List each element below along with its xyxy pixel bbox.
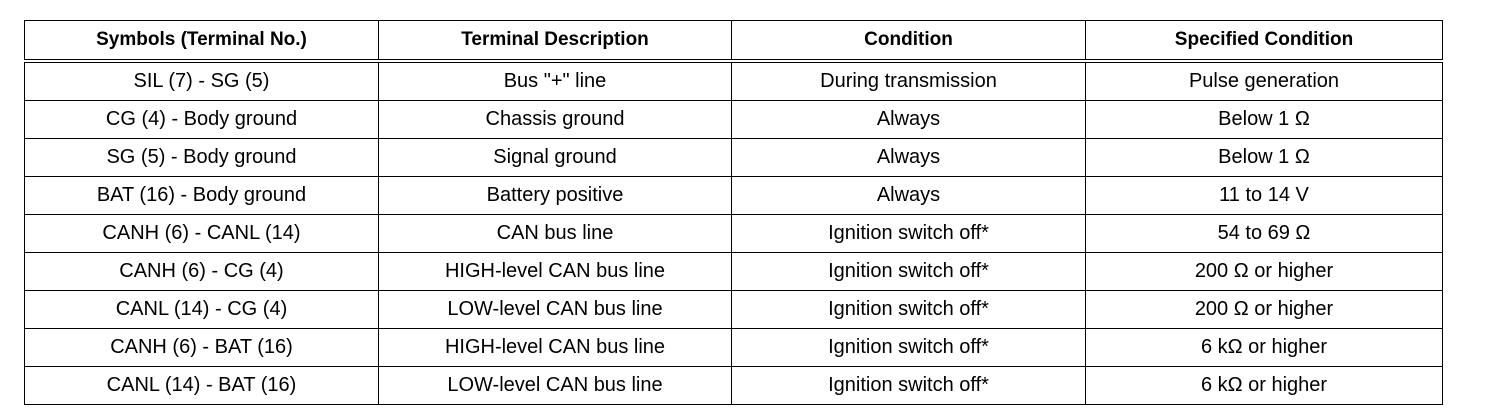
table-row (25, 139, 1443, 177)
cell-condition: Always (732, 139, 1086, 177)
cell-condition: Ignition switch off* (732, 291, 1086, 329)
cell-specified-condition: 6 kΩ or higher (1086, 367, 1443, 405)
cell-symbols: SIL (7) - SG (5) (25, 61, 379, 101)
table-row (25, 253, 1443, 291)
cell-terminal-description: HIGH-level CAN bus line (379, 253, 732, 291)
cell-symbols: CANH (6) - CANL (14) (25, 215, 379, 253)
cell-terminal-description: Signal ground (379, 139, 732, 177)
cell-symbols: CANH (6) - BAT (16) (25, 329, 379, 367)
table-row (25, 291, 1443, 329)
cell-condition: Always (732, 101, 1086, 139)
header-specified-condition: Specified Condition (1086, 21, 1443, 62)
cell-specified-condition: Pulse generation (1086, 61, 1443, 101)
header-terminal-description: Terminal Description (379, 21, 732, 62)
cell-condition: Always (732, 177, 1086, 215)
cell-terminal-description: CAN bus line (379, 215, 732, 253)
cell-terminal-description: LOW-level CAN bus line (379, 291, 732, 329)
table-header-row (25, 21, 1443, 62)
header-condition: Condition (732, 21, 1086, 62)
header-symbols: Symbols (Terminal No.) (25, 21, 379, 62)
cell-terminal-description: LOW-level CAN bus line (379, 367, 732, 405)
table-row (25, 61, 1443, 101)
cell-specified-condition: 200 Ω or higher (1086, 291, 1443, 329)
cell-terminal-description: Battery positive (379, 177, 732, 215)
terminal-spec-table (24, 20, 1443, 405)
cell-specified-condition: 54 to 69 Ω (1086, 215, 1443, 253)
cell-symbols: SG (5) - Body ground (25, 139, 379, 177)
table-row (25, 101, 1443, 139)
cell-terminal-description: Bus "+" line (379, 61, 732, 101)
cell-specified-condition: 200 Ω or higher (1086, 253, 1443, 291)
cell-condition: Ignition switch off* (732, 329, 1086, 367)
cell-terminal-description: Chassis ground (379, 101, 732, 139)
cell-condition: Ignition switch off* (732, 253, 1086, 291)
cell-symbols: CG (4) - Body ground (25, 101, 379, 139)
cell-symbols: CANH (6) - CG (4) (25, 253, 379, 291)
cell-condition: Ignition switch off* (732, 215, 1086, 253)
cell-symbols: BAT (16) - Body ground (25, 177, 379, 215)
cell-terminal-description: HIGH-level CAN bus line (379, 329, 732, 367)
cell-specified-condition: Below 1 Ω (1086, 139, 1443, 177)
table-row (25, 329, 1443, 367)
cell-condition: Ignition switch off* (732, 367, 1086, 405)
cell-specified-condition: Below 1 Ω (1086, 101, 1443, 139)
cell-symbols: CANL (14) - BAT (16) (25, 367, 379, 405)
cell-condition: During transmission (732, 61, 1086, 101)
table-row (25, 215, 1443, 253)
table-row (25, 367, 1443, 405)
cell-specified-condition: 6 kΩ or higher (1086, 329, 1443, 367)
cell-specified-condition: 11 to 14 V (1086, 177, 1443, 215)
cell-symbols: CANL (14) - CG (4) (25, 291, 379, 329)
table-row (25, 177, 1443, 215)
